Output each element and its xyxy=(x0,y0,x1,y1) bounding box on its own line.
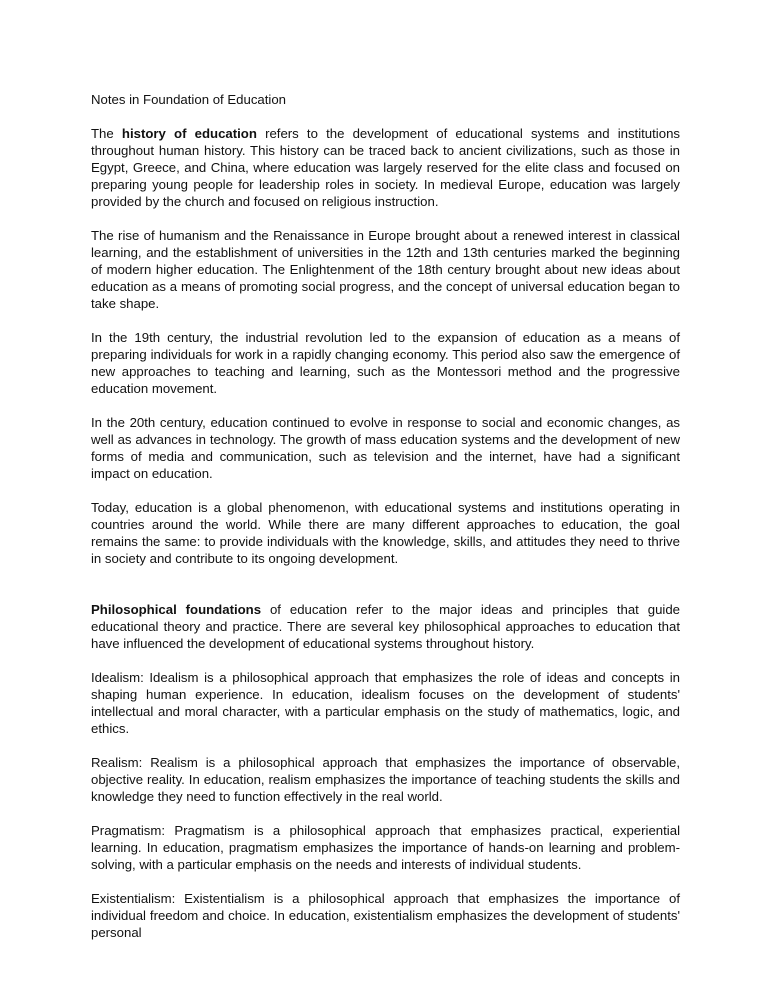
history-of-education-term: history of education xyxy=(121,126,257,141)
philosophy-paragraph-idealism: Idealism: Idealism is a philosophical approach that emphasizes the role of ideas and concepts in shaping human experience. In education, idealism focuses on the development of students' intellectual and moral character, with a particular emphasis on the study of mathematics, logic, and ethics. xyxy=(91,670,680,736)
history-intro-paragraph xyxy=(91,125,680,210)
history-paragraph-20th-century: In the 20th century, education continued to evolve in response to social and economic changes, as well as advances in technology. The growth of mass education systems and the development of new forms of media and communication, such as television and the internet, have had a significant impact on education. xyxy=(91,415,680,481)
philosophy-paragraph-pragmatism: Pragmatism: Pragmatism is a philosophical approach that emphasizes practical, experiential learning. In education, pragmatism emphasizes the importance of hands-on learning and problem-solving, with a particular emphasis on the needs and interests of individual students. xyxy=(91,823,680,872)
history-paragraph-renaissance: The rise of humanism and the Renaissance in Europe brought about a renewed interest in classical learning, and the establishment of universities in the 12th and 13th centuries marked the beginning of modern higher education. The Enlightenment of the 18th century brought about new ideas about education as a means of promoting social progress, and the concept of universal education began to take shape. xyxy=(91,228,680,311)
history-paragraph-today: Today, education is a global phenomenon, with educational systems and institutions operating in countries around the world. While there are many different approaches to education, the goal remains the same: to provide individuals with the knowledge, skills, and attitudes they need to thrive in society and contribute to its ongoing development. xyxy=(91,500,680,566)
history-intro-prefix: The xyxy=(91,126,122,141)
history-paragraph-19th-century: In the 19th century, the industrial revolution led to the expansion of education as a means of preparing individuals for work in a rapidly changing economy. This period also saw the emergence of new approaches to teaching and learning, such as the Montessori method and the progressive education movement. xyxy=(91,330,680,396)
document-title: Notes in Foundation of Education xyxy=(91,92,287,107)
philosophy-paragraph-realism: Realism: Realism is a philosophical approach that emphasizes the importance of observable, objective reality. In education, realism emphasizes the importance of teaching students the skills and knowledge they need to function effectively in the real world. xyxy=(91,755,680,804)
philosophy-intro-rest: of education refer to the major ideas and principles that guide educational theory and practice. There are several key philosophical approaches to education that have influenced the development of educational systems throughout history. xyxy=(91,602,680,651)
document-page xyxy=(91,91,680,958)
philosophical-foundations-term: Philosophical foundations xyxy=(91,602,262,617)
history-intro-rest: refers to the development of educational systems and institutions throughout human history. This history can be traced back to ancient civilizations, such as those in Egypt, Greece, and China, where education was largely reserved for the elite class and focused on preparing young people for leadership roles in society. In medieval Europe, education was largely provided by the church and focused on religious instruction. xyxy=(91,126,680,209)
philosophy-intro-paragraph xyxy=(91,601,680,652)
philosophy-paragraph-existentialism: Existentialism: Existentialism is a philosophical approach that emphasizes the importance of individual freedom and choice. In education, existentialism emphasizes the development of students' personal xyxy=(91,891,680,940)
